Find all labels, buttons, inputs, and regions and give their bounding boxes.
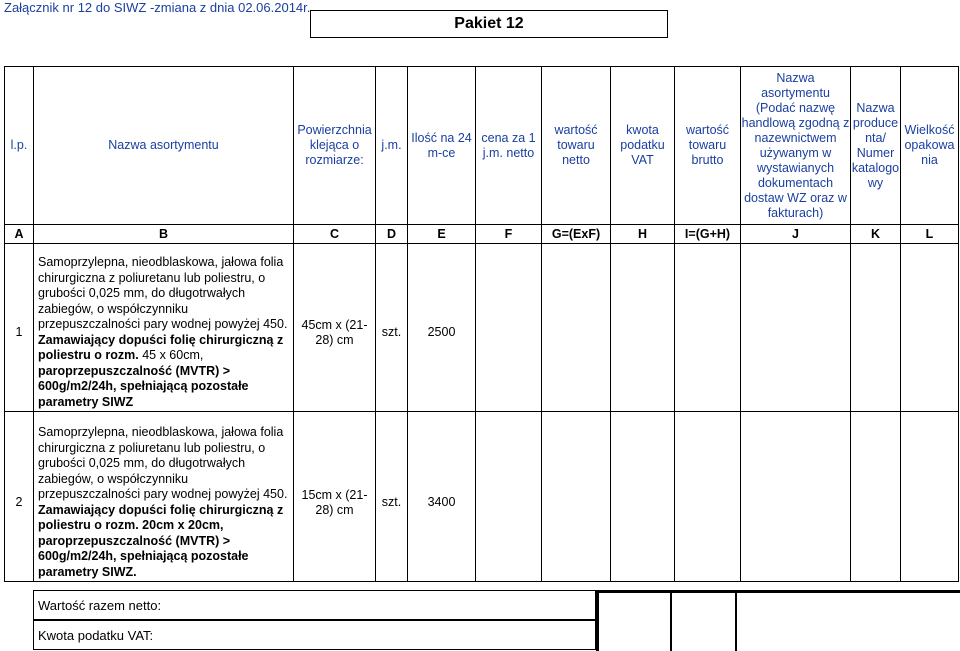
item-gross-cell[interactable] — [675, 254, 741, 412]
net-total-box — [33, 590, 596, 620]
letter-j: J — [741, 225, 851, 244]
item-gross-cell[interactable] — [675, 424, 741, 582]
item-trade-name-cell[interactable] — [741, 424, 851, 582]
col-unit: j.m. — [376, 67, 408, 225]
item-desc-plain: Samoprzylepna, nieodblaskowa, jałowa folia chirurgiczna z poliuretanu lub poliestru, o grubości 0,025 mm, do długotrwałych zabiegów, o współczynniku przepuszczalności pary wodnej powyżej 450. — [38, 255, 288, 331]
letter-d: D — [376, 225, 408, 244]
item-lp: 1 — [5, 254, 34, 412]
letter-h: H — [611, 225, 675, 244]
letter-f: F — [476, 225, 542, 244]
summary-divider-1 — [670, 590, 672, 651]
summary-divider-2 — [735, 590, 737, 651]
item-package-cell[interactable] — [901, 254, 959, 412]
gap-row — [5, 412, 959, 425]
item-desc-plain: Samoprzylepna, nieodblaskowa, jałowa folia chirurgiczna z poliuretanu lub poliestru, o grubości 0,025 mm, do długotrwałych zabiegów, o współczynniku przepuszczalności pary wodnej powyżej 450. — [38, 425, 288, 501]
vat-total-label: Kwota podatku VAT: — [38, 628, 154, 643]
col-trade-name: Nazwa asortymentu (Podać nazwę handlową zgodną z nazewnictwem używanym w wystawianych dokumentach dostaw WZ oraz w fakturach) — [741, 67, 851, 225]
col-gross: wartość towaru brutto — [675, 67, 741, 225]
letter-i: I=(G+H) — [675, 225, 741, 244]
col-net: wartość towaru netto — [542, 67, 611, 225]
letter-b: B — [34, 225, 294, 244]
vat-total-box — [33, 620, 596, 650]
attachment-note: Załącznik nr 12 do SIWZ -zmiana z dnia 02.06.2014r. — [4, 0, 311, 15]
table-row — [5, 424, 959, 582]
spacer-row — [5, 244, 959, 255]
item-trade-name-cell[interactable] — [741, 254, 851, 412]
letter-k: K — [851, 225, 901, 244]
col-surface: Powierzchnia klejąca o rozmiarze: — [294, 67, 376, 225]
item-surface: 15cm x (21-28) cm — [294, 424, 376, 582]
item-vat-cell[interactable] — [611, 424, 675, 582]
item-unit: szt. — [376, 254, 408, 412]
item-net-cell[interactable] — [542, 424, 611, 582]
item-vat-cell[interactable] — [611, 254, 675, 412]
item-net-cell[interactable] — [542, 254, 611, 412]
letter-e: E — [408, 225, 476, 244]
item-desc-bold: Zamawiający dopuści folię chirurgiczną z poliestru o rozm. 20cm x 20cm, paroprzepuszczalność (MVTR) > 600g/m2/24h, spełniającą pozostałe parametry SIWZ. — [38, 502, 284, 579]
item-desc-bold: Zamawiający dopuści folię chirurgiczną z poliestru o rozm. — [38, 332, 284, 362]
item-description — [34, 254, 294, 412]
col-lp: l.p. — [5, 67, 34, 225]
col-price: cena za 1 j.m. netto — [476, 67, 542, 225]
header-row — [5, 67, 959, 225]
item-desc-plain2: 45 x 60cm, — [142, 348, 204, 362]
letter-g: G=(ExF) — [542, 225, 611, 244]
column-letters-row — [5, 225, 959, 244]
item-description — [34, 424, 294, 582]
item-package-cell[interactable] — [901, 424, 959, 582]
letter-a: A — [5, 225, 34, 244]
item-desc-bold2: paroprzepuszczalność (MVTR) > 600g/m2/24h, spełniającą pozostałe parametry SIWZ — [38, 363, 249, 409]
item-lp: 2 — [5, 424, 34, 582]
col-name: Nazwa asortymentu — [34, 67, 294, 225]
item-price-cell[interactable] — [476, 424, 542, 582]
col-qty: Ilość na 24 m-ce — [408, 67, 476, 225]
table-row — [5, 254, 959, 412]
col-vat: kwota podatku VAT — [611, 67, 675, 225]
item-surface: 45cm x (21-28) cm — [294, 254, 376, 412]
item-unit: szt. — [376, 424, 408, 582]
item-qty: 3400 — [408, 424, 476, 582]
col-package: Wielkość opakowa nia — [901, 67, 959, 225]
summary-value-area[interactable] — [596, 590, 960, 651]
item-producer-cell[interactable] — [851, 424, 901, 582]
col-producer: Nazwa produce nta/ Numer katalogo wy — [851, 67, 901, 225]
letter-c: C — [294, 225, 376, 244]
letter-l: L — [901, 225, 959, 244]
item-price-cell[interactable] — [476, 254, 542, 412]
item-qty: 2500 — [408, 254, 476, 412]
summary-thick-top — [596, 590, 960, 593]
item-producer-cell[interactable] — [851, 254, 901, 412]
package-title: Pakiet 12 — [310, 10, 668, 38]
pricing-table — [4, 66, 959, 582]
net-total-label: Wartość razem netto: — [38, 598, 162, 613]
